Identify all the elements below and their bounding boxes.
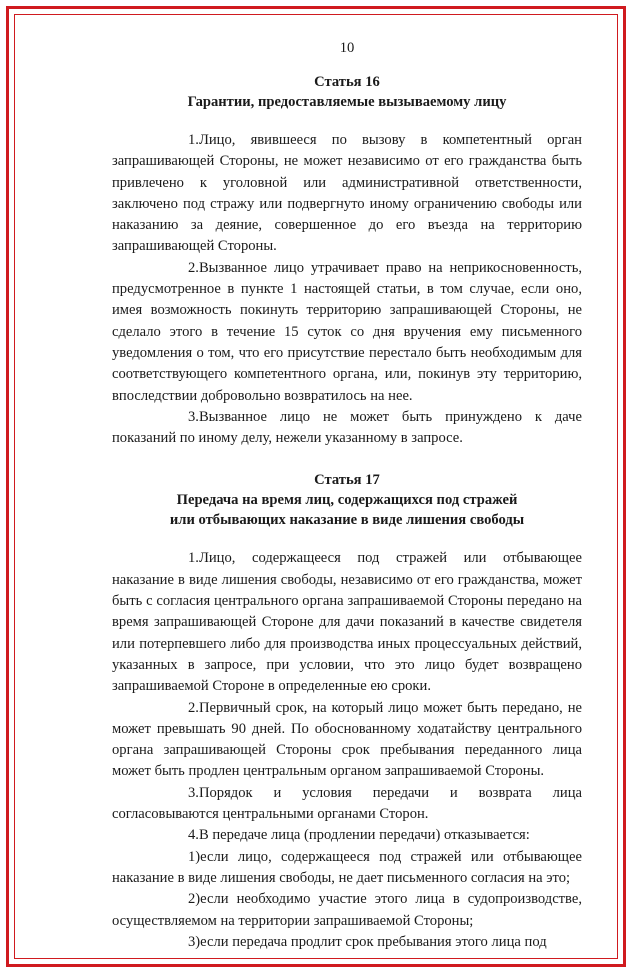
article-16 (112, 72, 582, 449)
article-subtitle-line-1: Передача на время лиц, содержащихся под стражей (176, 492, 518, 509)
list-item-text: если лицо, содержащееся под стражей или отбывающее наказание в виде лишения свободы, не дает письменного согласия на это; (112, 848, 582, 886)
article-17 (112, 470, 582, 953)
list-item-text: если необходимо участие этого лица в судопроизводстве, осуществляемом на территории запрашиваемой Стороны; (112, 891, 582, 929)
paragraph (112, 548, 582, 697)
paragraph (112, 407, 582, 450)
paragraph (112, 783, 582, 826)
article-title: Статья 16 (314, 74, 380, 90)
page-number: 10 (339, 40, 355, 56)
list-item-text: если передача продлит срок пребывания этого лица под (200, 933, 547, 950)
paragraph (112, 258, 582, 407)
list-item-number: 1) (188, 848, 201, 865)
paragraph-text: Порядок и условия передачи и возврата лица согласовываются центральными органами Сторон. (112, 784, 582, 823)
paragraph (112, 130, 582, 258)
paragraph-text: В передаче лица (продлении передачи) отказывается: (198, 827, 530, 844)
paragraph (112, 698, 582, 783)
paragraph-number: 1. (188, 550, 199, 567)
article-title: Статья 17 (314, 472, 380, 489)
article-subtitle-line-2: или отбывающих наказание в виде лишения свободы (169, 512, 525, 529)
paragraph-number: 4. (188, 827, 199, 844)
paragraph-text: Вызванное лицо утрачивает право на неприкосновенность, предусмотренное в пункте 1 настоящей статьи, в том случае, если оно, имея возможность покинуть территорию запрашивающей Стороны, не сделало этого в течение 15 суток со дня вручения ему письменного уведомления о том, что его присутствие перестало быть необходимым для соответствующего компетентного органа, или, покинув эту территорию, впоследствии добровольно возвратилось на нее. (112, 259, 582, 404)
paragraph-text: Лицо, содержащееся под стражей или отбывающее наказание в виде лишения свободы, независимо от его гражданства, может быть с согласия центрального органа запрашиваемой Стороны передано на время запрашивающей Стороне для дачи показаний в качестве свидетеля или потерпевшего либо для производства иных процессуальных действий, указанных в запросе, при условии, что это лицо будет возвращено запрашиваемой Стороне в определенные ею сроки. (112, 550, 582, 695)
paragraph-number: 2. (188, 699, 199, 716)
list-item-number: 3) (188, 933, 201, 950)
list-item (112, 847, 582, 890)
article-subtitle: Гарантии, предоставляемые вызываемому лицу (187, 94, 507, 110)
paragraph-number: 3. (188, 784, 199, 801)
list-item (112, 889, 582, 932)
paragraph-number: 1. (188, 132, 199, 148)
paragraph-number: 3. (188, 408, 199, 425)
list-item-number: 2) (188, 891, 201, 908)
paragraph-text: Вызванное лицо не может быть принуждено к даче показаний по иному делу, нежели указанному в запросе. (112, 408, 582, 447)
paragraph-text: Первичный срок, на который лицо может быть передано, не может превышать 90 дней. По обоснованному ходатайству центрального органа запрашивающей Стороны срок пребывания переданного лица может быть продлен центральным органом запрашиваемой Стороны. (112, 699, 582, 780)
paragraph-number: 2. (188, 259, 199, 276)
list-item (112, 932, 582, 953)
document-page (112, 40, 582, 953)
paragraph-text: Лицо, явившееся по вызову в компетентный орган запрашивающей Стороны, не может независимо от его гражданства быть привлечено к уголовной или административной ответственности, заключено под стражу или подвергнуто иному ограничению свободы или наказанию за деяние, совершенное до его въезда на территорию запрашивающей Стороны. (112, 132, 582, 255)
paragraph (112, 825, 582, 846)
article-gap (112, 449, 582, 470)
